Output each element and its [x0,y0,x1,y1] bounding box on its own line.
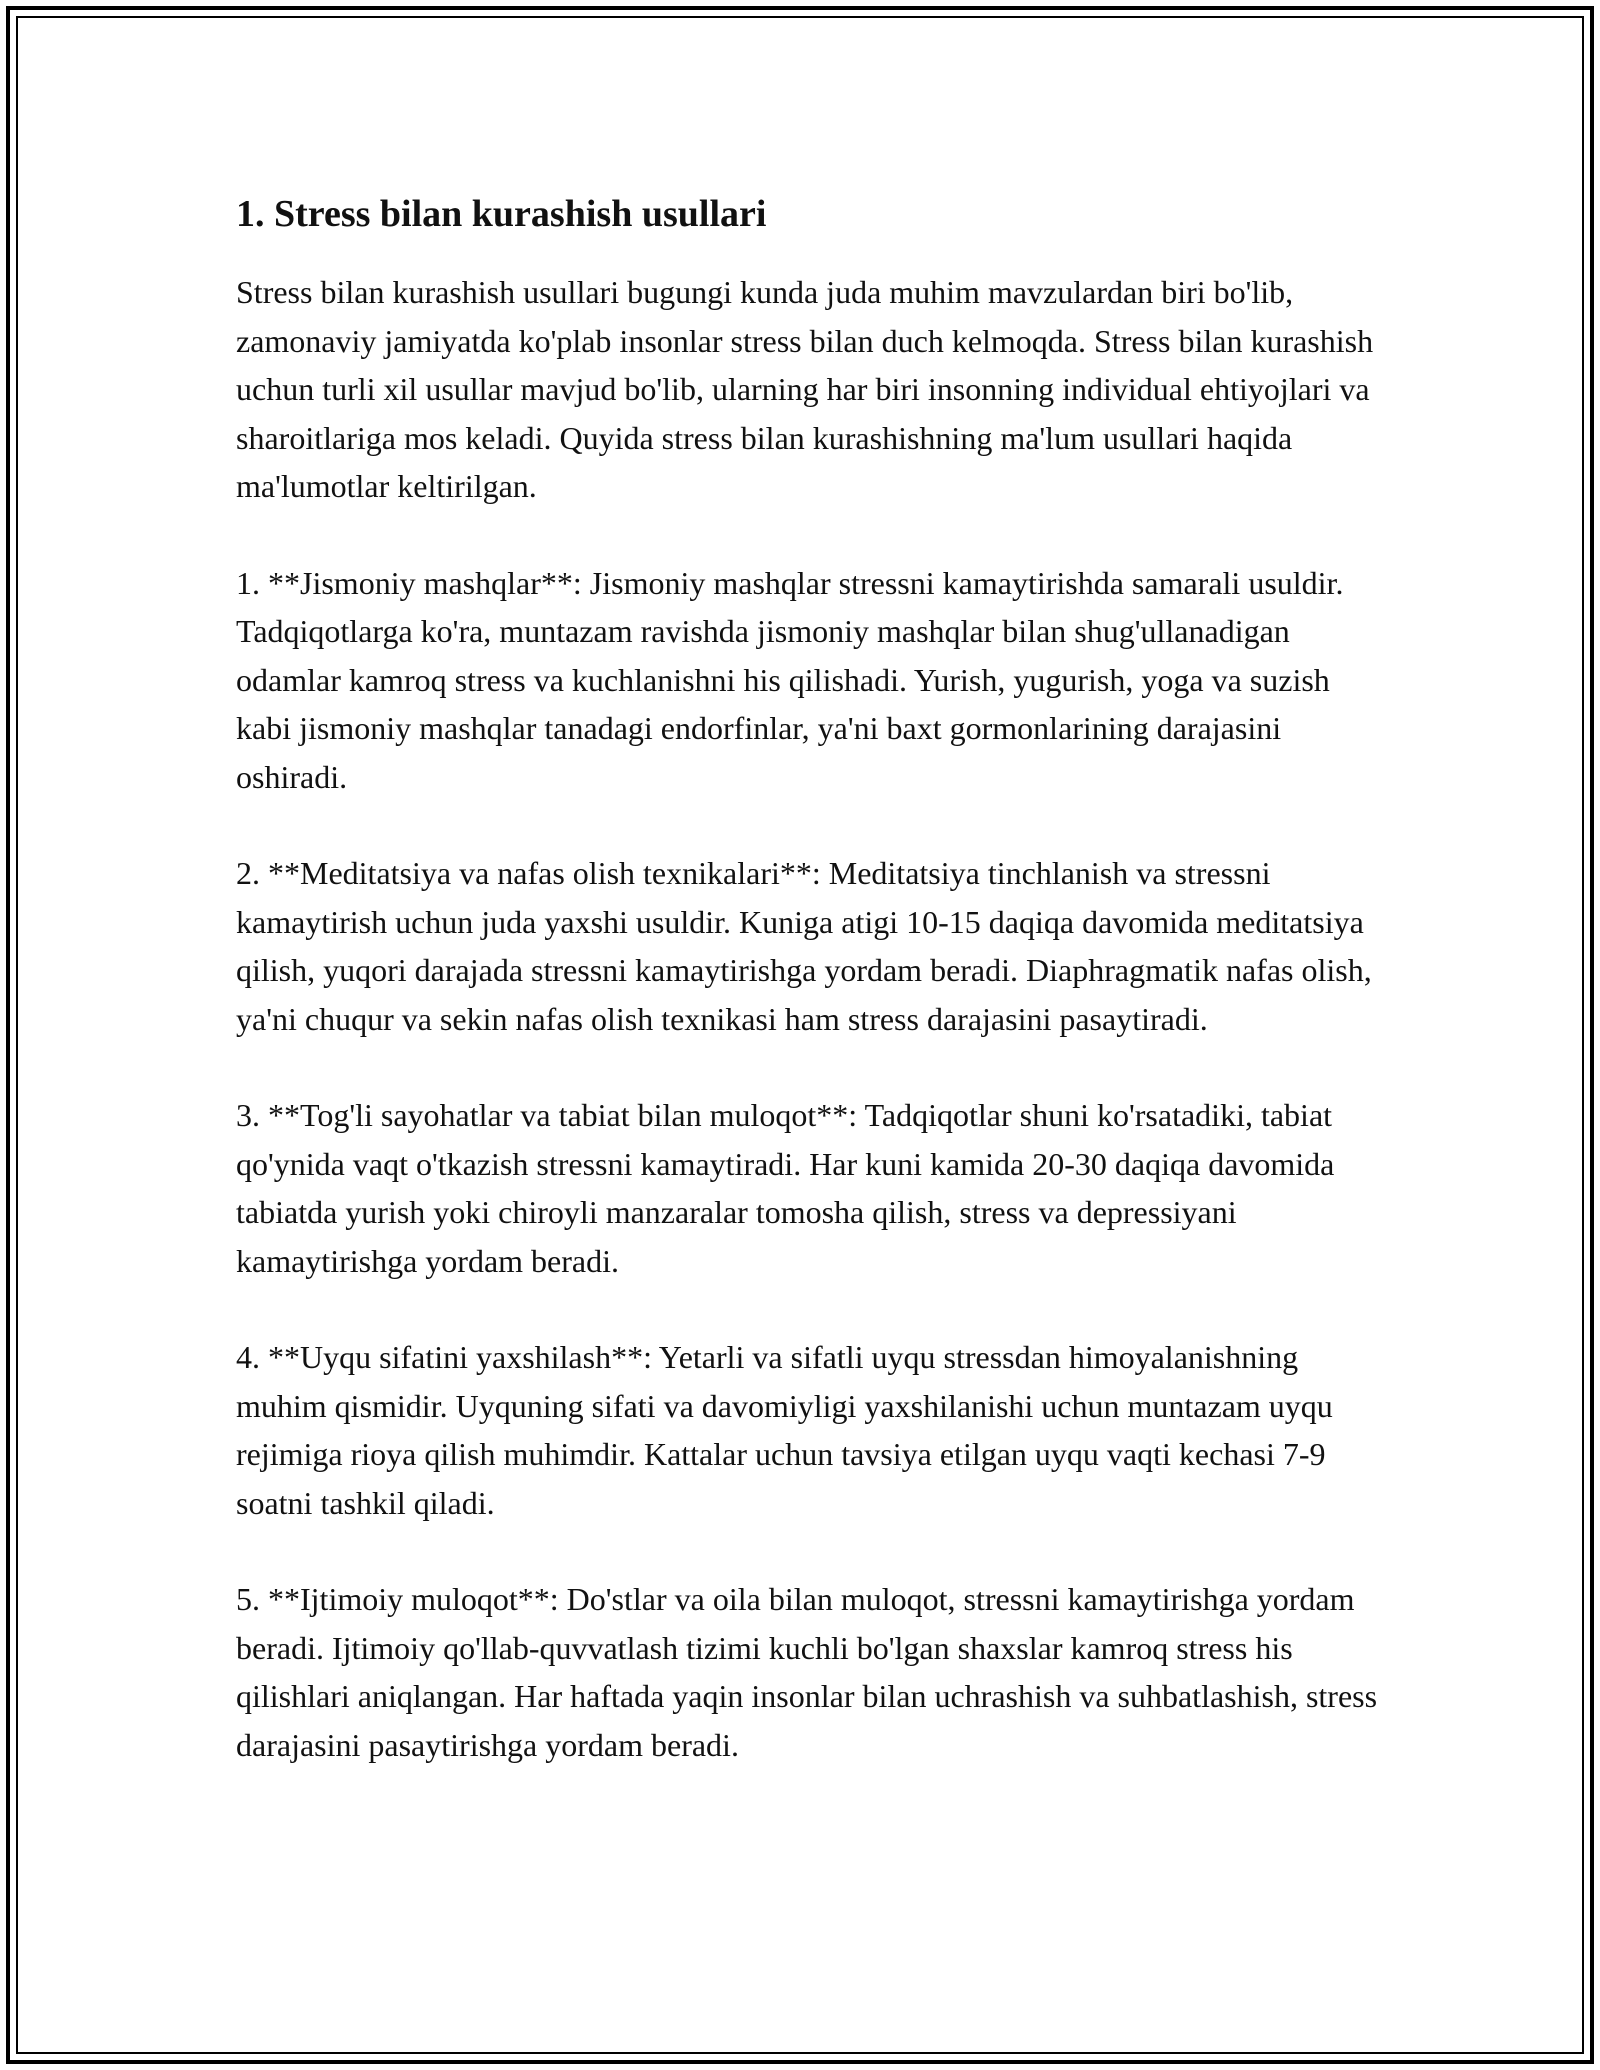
paragraph-nature: 3. **Tog'li sayohatlar va tabiat bilan muloqot**: Tadqiqotlar shuni ko'rsatadiki, tabiat qo'ynida vaqt o'tkazish stressni kamaytiradi. Har kuni kamida 20-30 daqiqa davomida tabiatda yurish yoki chiroyli manzaralar tomosha qilish, stress va depressiyani kamaytirishga yordam beradi. [236,1097,1335,1279]
paragraph-meditation: 2. **Meditatsiya va nafas olish texnikalari**: Meditatsiya tinchlanish va stressni kamaytirish uchun juda yaxshi usuldir. Kuniga atigi 10-15 daqiqa davomida meditatsiya qilish, yuqori darajada stressni kamaytirishga yordam beradi. Diaphragmatik nafas olish, ya'ni chuqur va sekin nafas olish texnikasi ham stress darajasini pasaytiradi. [236,855,1372,1037]
paragraph-social: 5. **Ijtimoiy muloqot**: Do'stlar va oila bilan muloqot, stressni kamaytirishga yordam beradi. Ijtimoiy qo'llab-quvvatlash tizimi kuchli bo'lgan shaxslar kamroq stress his qilishlari aniqlangan. Har haftada yaqin insonlar bilan uchrashish va suhbatlashish, stress darajasini pasaytirishga yordam beradi. [236,1581,1378,1763]
document-body [236,186,1386,1769]
document-title: 1. Stress bilan kurashish usullari [236,193,767,235]
intro-paragraph: Stress bilan kurashish usullari bugungi kunda juda muhim mavzulardan biri bo'lib, zamonaviy jamiyatda ko'plab insonlar stress bilan duch kelmoqda. Stress bilan kurashish uchun turli xil usullar mavjud bo'lib, ularning har biri insonning individual ehtiyojlari va sharoitlariga mos keladi. Quyida stress bilan kurashishning ma'lum usullari haqida ma'lumotlar keltirilgan. [236,274,1374,504]
paragraph-physical-exercise: 1. **Jismoniy mashqlar**: Jismoniy mashqlar stressni kamaytirishda samarali usuldir. Tadqiqotlarga ko'ra, muntazam ravishda jismoniy mashqlar bilan shug'ullanadigan odamlar kamroq stress va kuchlanishni his qilishadi. Yurish, yugurish, yoga va suzish kabi jismoniy mashqlar tanadagi endorfinlar, ya'ni baxt gormonlarining darajasini oshiradi. [236,564,1344,795]
paragraph-sleep: 4. **Uyqu sifatini yaxshilash**: Yetarli va sifatli uyqu stressdan himoyalanishning muhim qismidir. Uyquning sifati va davomiyligi yaxshilanishi uchun muntazam uyqu rejimiga rioya qilish muhimdir. Kattalar uchun tavsiya etilgan uyqu vaqti kechasi 7-9 soatni tashkil qiladi. [236,1339,1333,1521]
